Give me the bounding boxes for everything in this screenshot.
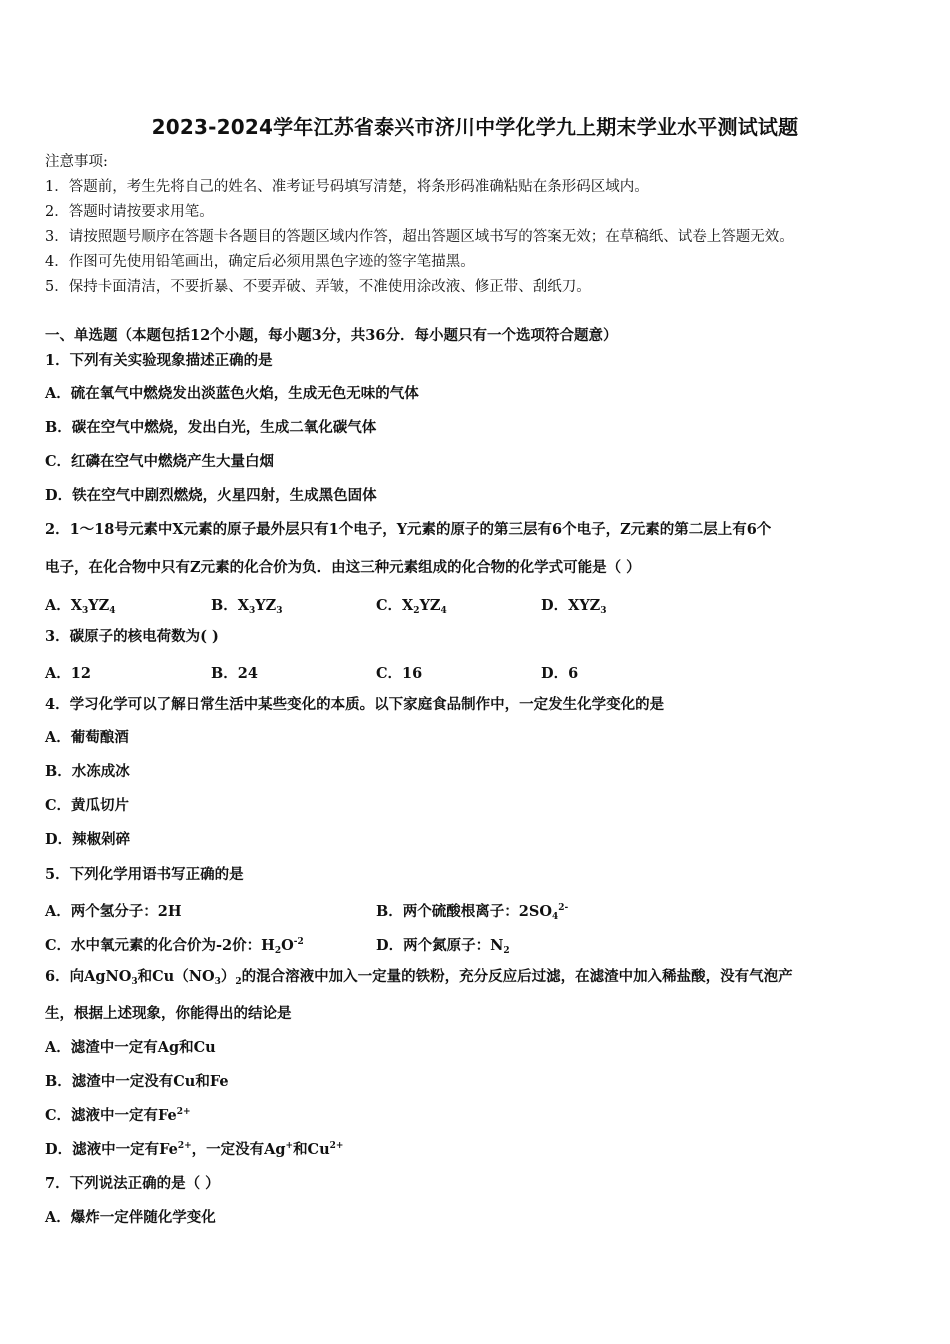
option-a: A．12 [45,665,91,682]
section-heading: 一、单选题（本题包括12个小题，每小题3分，共36分．每小题只有一个选项符合题意） [45,327,618,344]
option-b: B．碳在空气中燃烧，发出白光，生成二氧化碳气体 [45,419,377,436]
option-c: C．水中氧元素的化合价为-2价：$H_2O^{-2}$ [45,937,304,956]
notice-heading: 注意事项: [45,154,108,170]
notice-item: 3．请按照题号顺序在答题卡各题目的答题区域内作答，超出答题区域书写的答案无效；在草稿纸、试卷上答题无效。 [45,229,794,245]
page-title: 2023-2024学年江苏省泰兴市济川中学化学九上期末学业水平测试试题 [151,115,799,139]
option-a: A．滤渣中一定有Ag和Cu [45,1039,216,1056]
notice-item: 2．答题时请按要求用笔。 [45,204,214,220]
option-b: B．$X_3YZ_3$ [211,597,283,616]
option-d: D．$XYZ_3$ [541,597,607,616]
option-c: C．红磷在空气中燃烧产生大量白烟 [45,453,275,470]
option-c: C．16 [376,665,423,682]
option-d: D．6 [541,665,579,682]
question-stem: 2．1～18号元素中X元素的原子最外层只有1个电子，Y元素的原子的第三层有6个电子，Z元素的第二层上有6个 [45,521,772,538]
question-stem: 6．向AgNO$_3$和$Cu(NO_3)_2$的混合溶液中加入一定量的铁粉，充分反应后过滤，在滤渣中加入稀盐酸，没有气泡产 [45,968,793,987]
notice-item: 1．答题前，考生先将自己的姓名、准考证号码填写清楚，将条形码准确粘贴在条形码区域内。 [45,179,649,195]
option-c: C．黄瓜切片 [45,797,130,814]
option-b: B．水冻成冰 [45,763,130,780]
option-d: D．滤液中一定有$Fe^{2+}$，一定没有Ag+和$Cu^{2+}$ [45,1141,344,1158]
question-stem: 4．学习化学可以了解日常生活中某些变化的本质。以下家庭食品制作中，一定发生化学变化的是 [45,696,665,713]
option-a: A．$X_3YZ_4$ [45,597,116,616]
option-d: D．辣椒剁碎 [45,831,131,848]
option-a: A．硫在氧气中燃烧发出淡蓝色火焰，生成无色无味的气体 [45,385,419,402]
option-c: C．$X_2YZ_4$ [376,597,447,616]
option-b: B．24 [211,665,258,682]
notice-item: 5．保持卡面清洁，不要折暴、不要弄破、弄皱，不准使用涂改液、修正带、刮纸刀。 [45,279,591,295]
option-a: A．两个氢分子：2H [45,903,182,920]
question-stem: 1．下列有关实验现象描述正确的是 [45,352,273,369]
option-d: D．两个氮原子：$N_2$ [376,937,510,956]
question-stem-cont: 生，根据上述现象，你能得出的结论是 [45,1005,292,1022]
notice-item: 4．作图可先使用铅笔画出，确定后必须用黑色字迹的签字笔描黑。 [45,254,475,270]
question-stem: 7．下列说法正确的是（ ） [45,1175,220,1192]
option-a: A．葡萄酿酒 [45,729,129,746]
option-d: D．铁在空气中剧烈燃烧，火星四射，生成黑色固体 [45,487,377,504]
question-stem: 5．下列化学用语书写正确的是 [45,866,244,883]
question-stem: 3．碳原子的核电荷数为( ) [45,628,219,645]
option-a: A．爆炸一定伴随化学变化 [45,1209,216,1226]
question-stem-cont: 电子，在化合物中只有Z元素的化合价为负．由这三种元素组成的化合物的化学式可能是（ ） [45,559,641,576]
option-b: B．两个硫酸根离子：$2SO_4^{2-}$ [376,903,569,922]
option-b: B．滤渣中一定没有Cu和Fe [45,1073,229,1090]
option-c: C．滤液中一定有$Fe^{2+}$ [45,1107,191,1124]
